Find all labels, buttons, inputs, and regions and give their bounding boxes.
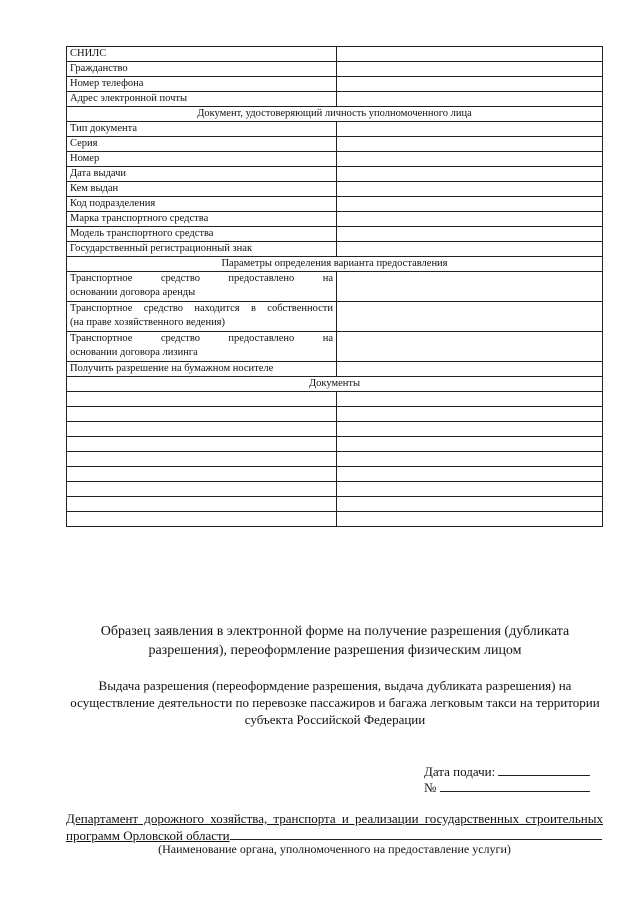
document-cell[interactable] (337, 392, 603, 407)
section-header-row (67, 107, 603, 122)
row-label-registration-plate: Государственный регистрационный знак (67, 242, 337, 257)
document-cell[interactable] (67, 497, 337, 512)
table-row (67, 197, 603, 212)
table-row (67, 227, 603, 242)
document-cell[interactable] (67, 452, 337, 467)
document-cell[interactable] (337, 422, 603, 437)
document-cell[interactable] (337, 497, 603, 512)
table-row (67, 452, 603, 467)
document-cell[interactable] (337, 407, 603, 422)
table-row (67, 47, 603, 62)
section-params-title: Параметры определения варианта предоставления (67, 257, 603, 272)
application-form-table (66, 46, 603, 527)
value-cell[interactable] (337, 167, 603, 182)
value-cell[interactable] (337, 197, 603, 212)
table-row (67, 482, 603, 497)
table-row (67, 77, 603, 92)
row-label-ownership-line2: (на праве хозяйственного ведения) (70, 317, 226, 328)
table-row (67, 407, 603, 422)
table-row (67, 167, 603, 182)
document-cell[interactable] (337, 452, 603, 467)
submission-date-line (424, 763, 590, 780)
submission-date-label: Дата подачи: (424, 764, 496, 779)
table-row (67, 152, 603, 167)
document-cell[interactable] (67, 437, 337, 452)
row-label-phone: Номер телефона (67, 77, 337, 92)
value-cell[interactable] (337, 302, 603, 332)
value-cell[interactable] (337, 272, 603, 302)
row-label-ownership (67, 302, 337, 332)
application-number-label: № (424, 780, 437, 795)
application-number-line (424, 779, 590, 796)
row-label-issue-date: Дата выдачи (67, 167, 337, 182)
value-cell[interactable] (337, 77, 603, 92)
table-row (67, 392, 603, 407)
row-label-leasing-line2: основании договора лизинга (70, 347, 198, 358)
service-description: Выдача разрешения (переоформдение разрешения, выдача дубликата разрешения) на осуществление деятельности по перевозке пассажиров и багажа легковым такси на территории субъекта Российской Федерации (70, 678, 600, 727)
table-row (67, 62, 603, 77)
section-header-row (67, 377, 603, 392)
department-name-text: Департамент дорожного хозяйства, транспорта и реализации государственных строительных программ Орловской области (66, 811, 603, 843)
table-row (67, 512, 603, 527)
row-label-lease-line2: основании договора аренды (70, 287, 196, 298)
row-label-snils: СНИЛС (67, 47, 337, 62)
document-cell[interactable] (337, 512, 603, 527)
value-cell[interactable] (337, 212, 603, 227)
value-cell[interactable] (337, 62, 603, 77)
row-label-leasing (67, 332, 337, 362)
row-label-leasing-line1: Транспортное средство предоставлено на (70, 333, 333, 344)
document-cell[interactable] (337, 467, 603, 482)
department-caption: (Наименование органа, уполномоченного на предоставление услуги) (158, 842, 511, 856)
row-label-series: Серия (67, 137, 337, 152)
row-label-vehicle-brand: Марка транспортного средства (67, 212, 337, 227)
row-label-lease-line1: Транспортное средство предоставлено на (70, 273, 333, 284)
value-cell[interactable] (337, 137, 603, 152)
table-row (67, 182, 603, 197)
table-row (67, 242, 603, 257)
section-documents-title: Документы (67, 377, 603, 392)
row-label-paper-permit: Получить разрешение на бумажном носителе (67, 362, 337, 377)
document-cell[interactable] (67, 467, 337, 482)
table-row (67, 497, 603, 512)
table-row (67, 92, 603, 107)
document-cell[interactable] (67, 422, 337, 437)
value-cell[interactable] (337, 47, 603, 62)
table-row (67, 467, 603, 482)
value-cell[interactable] (337, 362, 603, 377)
row-label-doc-type: Тип документа (67, 122, 337, 137)
row-label-division-code: Код подразделения (67, 197, 337, 212)
document-cell[interactable] (67, 512, 337, 527)
table-row (67, 302, 603, 332)
submission-date-field[interactable] (498, 763, 590, 776)
row-label-issued-by: Кем выдан (67, 182, 337, 197)
document-cell[interactable] (67, 407, 337, 422)
department-underline (230, 827, 602, 840)
sample-heading: Образец заявления в электронной форме на получение разрешения (дубликата разрешения), переоформление разрешения физическим лицом (100, 624, 570, 658)
row-label-lease (67, 272, 337, 302)
row-label-vehicle-model: Модель транспортного средства (67, 227, 337, 242)
table-row (67, 362, 603, 377)
value-cell[interactable] (337, 92, 603, 107)
value-cell[interactable] (337, 152, 603, 167)
document-cell[interactable] (67, 392, 337, 407)
application-number-field[interactable] (440, 779, 590, 792)
value-cell[interactable] (337, 227, 603, 242)
value-cell[interactable] (337, 242, 603, 257)
row-label-number: Номер (67, 152, 337, 167)
row-label-ownership-line1: Транспортное средство находится в собственности (70, 303, 333, 314)
table-row (67, 437, 603, 452)
table-row (67, 272, 603, 302)
document-cell[interactable] (67, 482, 337, 497)
section-identity-title: Документ, удостоверяющий личность уполномоченного лица (67, 107, 603, 122)
value-cell[interactable] (337, 182, 603, 197)
document-cell[interactable] (337, 482, 603, 497)
table-row (67, 332, 603, 362)
value-cell[interactable] (337, 332, 603, 362)
table-row (67, 422, 603, 437)
department-name (66, 811, 603, 844)
table-row (67, 122, 603, 137)
table-row (67, 137, 603, 152)
row-label-email: Адрес электронной почты (67, 92, 337, 107)
section-header-row (67, 257, 603, 272)
table-row (67, 212, 603, 227)
row-label-citizenship: Гражданство (67, 62, 337, 77)
document-cell[interactable] (337, 437, 603, 452)
value-cell[interactable] (337, 122, 603, 137)
